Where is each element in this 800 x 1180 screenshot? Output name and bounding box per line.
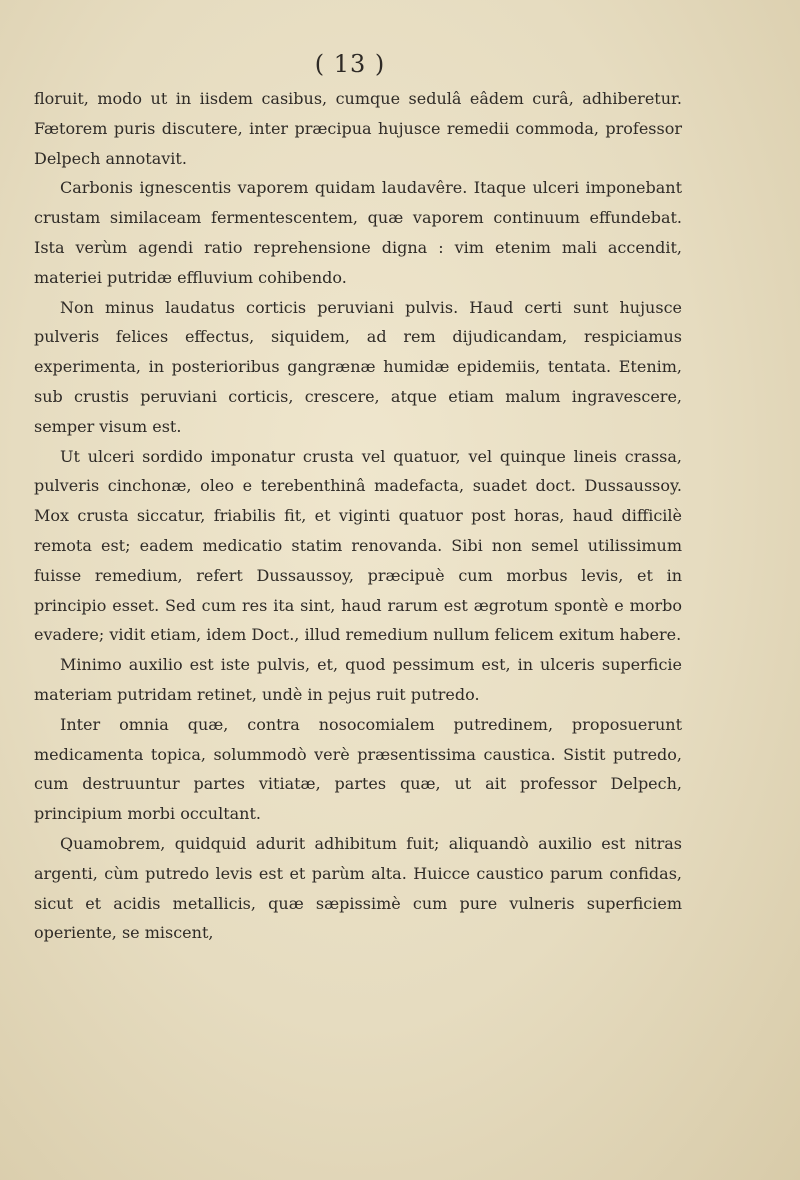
paragraph: Quamobrem, quidquid adurit adhibitum fuit; aliquandò auxilio est nitras argenti, cùm putredo levis est et parùm alta. Huicce caustico parum confidas, sicut et acidis metallicis, quæ sæpissimè cum pure vulneris superficiem operiente, se miscent, [34, 833, 682, 943]
page-number: ( 13 ) [314, 50, 386, 78]
paragraph: floruit, modo ut in iisdem casibus, cumque sedulâ eâdem curâ, adhiberetur. Fætorem puris discutere, inter præcipua hujusce remedii commoda, professor Delpech annotavit. [34, 89, 682, 168]
paragraph: Inter omnia quæ, contra nosocomialem putredinem, proposuerunt medicamenta topica, solummodò verè præsentissima caustica. Sistit putredo, cum destruuntur partes vitiatæ, partes quæ, ut ait professor Delpech, principium morbi occultant. [34, 714, 682, 824]
paragraph: Minimo auxilio est iste pulvis, et, quod pessimum est, in ulceris superficie materiam putridam retinet, undè in pejus ruit putredo. [34, 655, 682, 704]
body-text [34, 84, 682, 948]
paragraph: Non minus laudatus corticis peruviani pulvis. Haud certi sunt hujusce pulveris felices effectus, siquidem, ad rem dijudicandam, respiciamus experimenta, in posterioribus gangrænæ humidæ epidemiis, tentata. Etenim, sub crustis peruviani corticis, crescere, atque etiam malum ingravescere, semper visum est. [34, 297, 682, 436]
paragraph: Ut ulceri sordido imponatur crusta vel quatuor, vel quinque lineis crassa, pulveris cinchonæ, oleo e terebenthinâ madefacta, suadet doct. Dussaussoy. Mox crusta siccatur, friabilis fit, et viginti quatuor post horas, haud difficilè remota est; eadem medicatio statim renovanda. Sibi non semel utilissimum fuisse remedium, refert Dussaussoy, præcipuè cum morbus levis, et in principio esset. Sed cum res ita sint, haud rarum est ægrotum spontè e morbo evadere; vidit etiam, idem Doct., illud remedium nullum felicem exitum habere. [34, 446, 682, 645]
paragraph: Carbonis ignescentis vaporem quidam laudavêre. Itaque ulceri imponebant crustam similaceam fermentescentem, quæ vaporem continuum effundebat. Ista verùm agendi ratio reprehensione digna : vim etenim mali accendit, materiei putridæ effluvium cohibendo. [34, 178, 682, 287]
